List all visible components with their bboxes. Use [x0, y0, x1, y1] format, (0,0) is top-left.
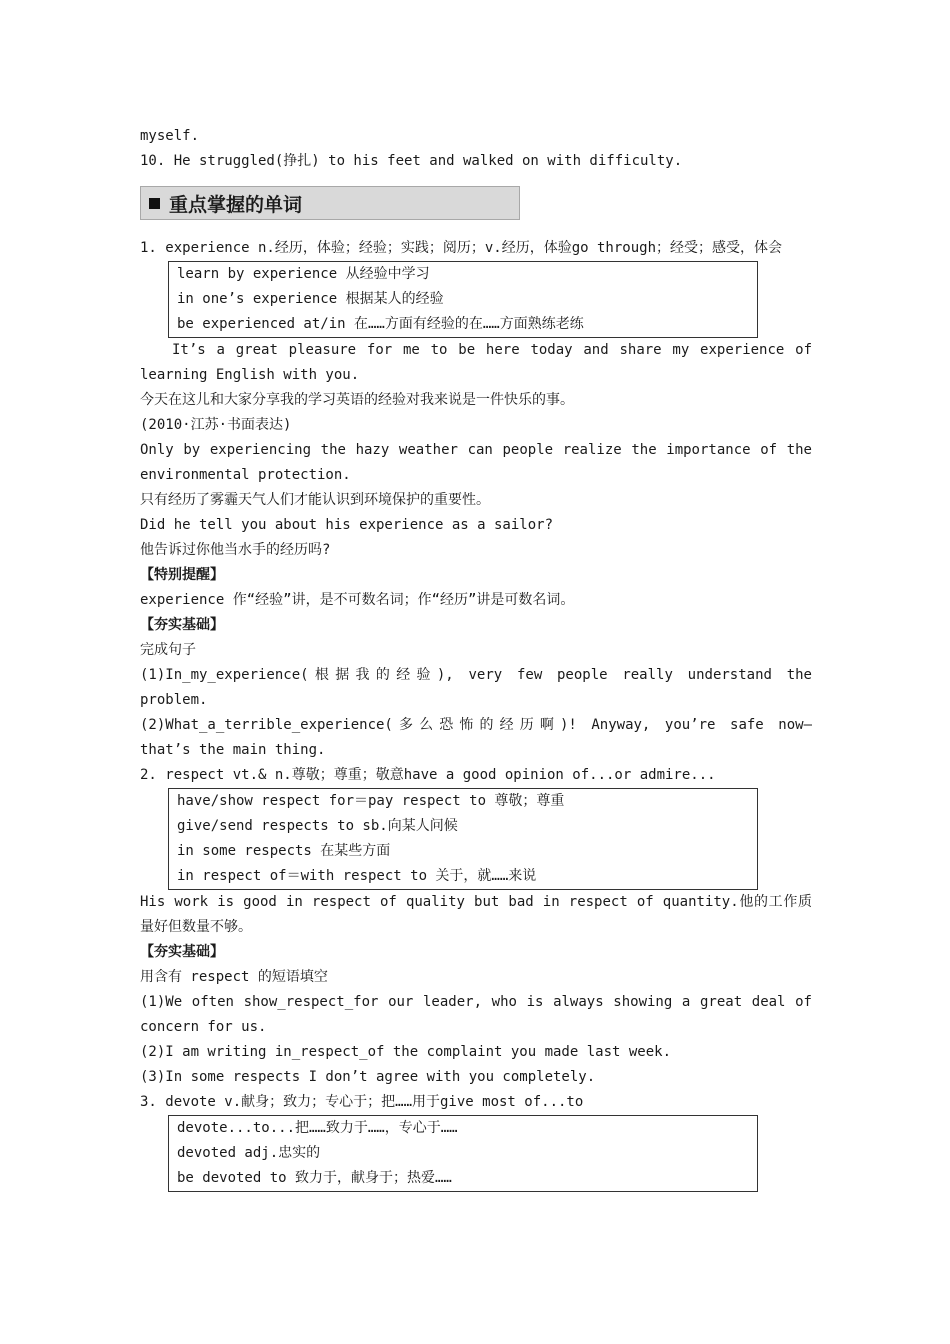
- text-line: 10. He struggled(挣扎) to his feet and walked on with difficulty.: [140, 153, 683, 169]
- example-translation: 只有经历了雾霾天气人们才能认识到环境保护的重要性。: [140, 492, 490, 508]
- phrase-item: give/send respects to sb.向某人问候: [177, 818, 458, 834]
- square-bullet-icon: [149, 198, 160, 209]
- example-source: (2010·江苏·书面表达): [140, 417, 292, 433]
- tip-text: experience 作“经验”讲，是不可数名词；作“经历”讲是可数名词。: [140, 592, 575, 608]
- phrase-box: [168, 261, 758, 338]
- entry-heading: 1. experience n.经历，体验；经验；实践；阅历；v.经历，体验go through；经受；感受，体会: [140, 240, 783, 256]
- exercise-item: problem.: [140, 692, 208, 708]
- tip-label: 【特别提醒】: [140, 567, 224, 583]
- exercise-item: (2)What_a_terrible_experience(多么恐怖的经历啊)! Anyway, you’re safe now—: [140, 717, 812, 733]
- phrase-item: be devoted to 致力于，献身于；热爱……: [177, 1170, 452, 1186]
- practice-label: 【夯实基础】: [140, 944, 224, 960]
- example-translation: 他告诉过你他当水手的经历吗?: [140, 542, 331, 558]
- phrase-item: have/show respect for＝pay respect to 尊敬；尊重: [177, 793, 565, 809]
- example-sentence: Only by experiencing the hazy weather can people realize the importance of the: [140, 442, 812, 458]
- exercise-item: (1)In_my_experience(根据我的经验), very few people really understand the: [140, 667, 812, 683]
- text-line: myself.: [140, 128, 200, 144]
- example-sentence: learning English with you.: [140, 367, 360, 383]
- phrase-item: devoted adj.忠实的: [177, 1145, 321, 1161]
- exercise-item: concern for us.: [140, 1019, 267, 1035]
- document-page: [140, 124, 812, 1192]
- task-instruction: 用含有 respect 的短语填空: [140, 969, 328, 985]
- example-sentence: environmental protection.: [140, 467, 351, 483]
- exercise-item: (2)I am writing in_respect_of the complaint you made last week.: [140, 1044, 672, 1060]
- task-instruction: 完成句子: [140, 642, 196, 658]
- example-sentence: It’s a great pleasure for me to be here today and share my experience of: [172, 342, 812, 358]
- entry-heading: 3. devote v.献身；致力；专心于；把……用于give most of...to: [140, 1094, 584, 1110]
- phrase-item: devote...to...把……致力于……，专心于……: [177, 1120, 458, 1136]
- example-sentence: Did he tell you about his experience as a sailor?: [140, 517, 554, 533]
- phrase-box: [168, 1115, 758, 1192]
- phrase-item: be experienced at/in 在……方面有经验的在……方面熟练老练: [177, 316, 584, 332]
- exercise-item: that’s the main thing.: [140, 742, 326, 758]
- practice-label: 【夯实基础】: [140, 617, 224, 633]
- example-translation: 量好但数量不够。: [140, 919, 252, 935]
- example-translation: 今天在这儿和大家分享我的学习英语的经验对我来说是一件快乐的事。: [140, 392, 574, 408]
- phrase-item: learn by experience 从经验中学习: [177, 266, 430, 282]
- phrase-box: [168, 788, 758, 890]
- phrase-item: in respect of＝with respect to 关于，就……来说: [177, 868, 537, 884]
- exercise-item: (3)In some respects I don’t agree with you completely.: [140, 1069, 596, 1085]
- phrase-item: in one’s experience 根据某人的经验: [177, 291, 444, 307]
- example-sentence: His work is good in respect of quality but bad in respect of quantity.他的工作质: [140, 894, 812, 910]
- exercise-item: (1)We often show_respect_for our leader, who is always showing a great deal of: [140, 994, 812, 1010]
- section-title: 重点掌握的单词: [169, 193, 303, 216]
- section-heading: [140, 186, 520, 220]
- entry-heading: 2. respect vt.& n.尊敬；尊重；敬意have a good opinion of...or admire...: [140, 767, 716, 783]
- phrase-item: in some respects 在某些方面: [177, 843, 391, 859]
